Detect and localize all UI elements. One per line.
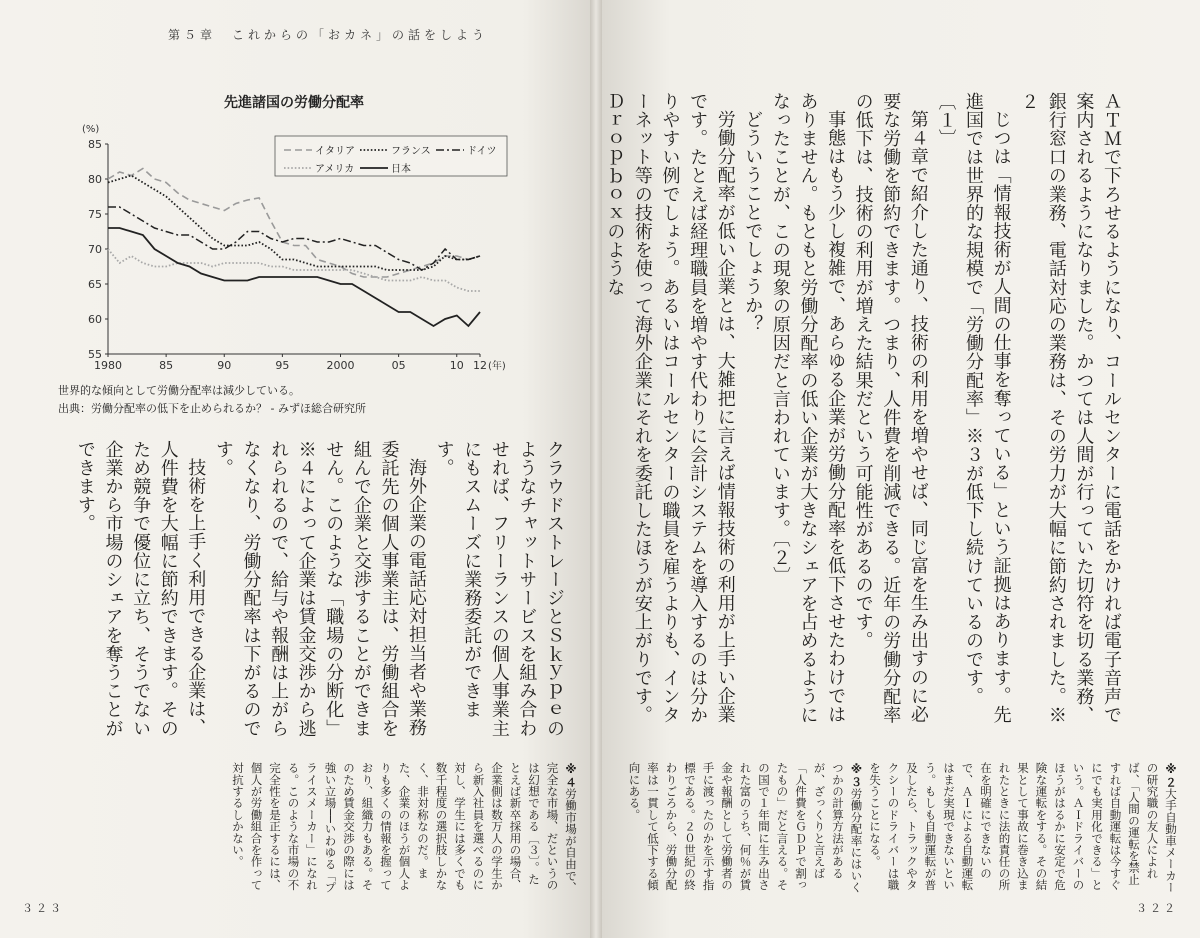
y-tick-label: 80 — [88, 173, 102, 186]
legend-label: アメリカ — [315, 164, 355, 175]
page-number-right: ３２２ — [1136, 902, 1178, 915]
legend-label: フランス — [391, 146, 431, 157]
series-line-イタリア — [108, 169, 480, 278]
paragraph: クラウドストレージとＳｋｙｐｅのようなチャットサービスを組み合わせれば、フリーランスの個人事業主にもスムーズに業務委託ができます。 — [433, 440, 565, 738]
x-tick-label: 2000 — [326, 359, 355, 372]
left-body-text — [74, 440, 568, 740]
y-tick-label: 65 — [88, 278, 102, 291]
paragraph: じつは「情報技術が人間の仕事を奪っている」という証拠はあります。先進国では世界的な規模で「労働分配率」※３が低下し続けているのです。〔１〕 — [935, 92, 1012, 724]
chart-source: 出典：労働分配率の低下を止められるか？ - みずほ総合研究所 — [58, 402, 366, 415]
paragraph: どういうことでしょうか？ — [742, 110, 764, 334]
y-axis-unit: (%) — [82, 124, 100, 135]
series-line-フランス — [108, 176, 480, 271]
x-tick-label: 10 — [449, 359, 464, 372]
legend-label: イタリア — [315, 146, 355, 157]
footnote-mark: ※４ — [564, 762, 578, 788]
paragraph: ＡＴＭで下ろせるようになり、コールセンターに電話をかければ電子音声で案内されるようになりました。かつては人間が行っていた切符を切る業務、銀行窓口の業務、電話対応の業務は、その労力が大幅に節約されました。※２ — [1018, 92, 1122, 725]
y-tick-label: 70 — [88, 243, 102, 256]
x-tick-label: 90 — [217, 359, 232, 372]
series-line-ドイツ — [108, 207, 480, 270]
x-axis-unit: (年) — [488, 361, 506, 372]
x-tick-label: 95 — [275, 359, 290, 372]
footnote-2 — [866, 762, 1181, 894]
footnote-text: 大手自動車メーカーの研究職の友人によれば、「人間の運転を禁止すれば自動運転は今すぐにでも実用化できる」という。ＡＩドライバーのほうがはるかに安定で危険な運転をする。その結果として事故に巻き込まれたときに法的責任の所在を明確にできないので、ＡＩによる自動運転はまだ実現できないという。もしも自動運転が普及したら、トラックやタクシーのドライバーは職を失うことになる。 — [868, 762, 1178, 894]
legend-label: ドイツ — [467, 146, 497, 157]
y-tick-label: 85 — [88, 138, 102, 151]
chart-title: 先進諸国の労働分配率 — [224, 95, 364, 111]
x-tick-label: 05 — [391, 359, 406, 372]
x-tick-label: 12 — [473, 359, 487, 372]
chart-legend — [275, 136, 507, 176]
right-body-text — [604, 92, 1125, 732]
x-tick-label: 85 — [159, 359, 174, 372]
page-number-left: ３２３ — [22, 902, 64, 915]
paragraph: 事態はもう少し複雑で、あらゆる企業が労働分配率を低下させたわけではありません。もともと労働分配率の低い企業が大きなシェアを占めるようになったことが、この現象の原因だと言われています。〔２〕 — [769, 92, 847, 725]
footnote-mark: ※２ — [1164, 762, 1178, 788]
legend-label: 日本 — [391, 164, 411, 175]
labor-share-chart — [70, 118, 510, 380]
y-tick-label: 55 — [88, 348, 102, 361]
footnote-4 — [229, 762, 581, 894]
right-footnotes — [628, 762, 1180, 894]
chart-caption: 世界的な傾向として労働分配率は減少している。 — [58, 384, 300, 397]
chart-series — [108, 169, 480, 327]
paragraph: 技術を上手く利用できる企業は、人件費を大幅に節約できます。そのため競争で優位に立ち、そうでない企業から市場のシェアを奪うことができます。 — [74, 440, 207, 738]
y-tick-label: 75 — [88, 208, 102, 221]
paragraph: 労働分配率が低い企業とは、大雑把に言えば情報技術の利用が上手い企業です。たとえば経理職員を増やす代わりに会計システムを導入するのは分かりやすい例でしょう。あるいはコールセンターの職員を雇うよりも、インターネット等の技術を使って海外企業にそれを委託したほうが安上がりです。Ｄｒｏｐｂｏｘのような — [604, 92, 736, 725]
x-tick-label: 1980 — [94, 359, 122, 372]
footnote-text: 労働市場が自由で、完全な市場、だというのは幻想である〔３〕。たとえば新卒採用の場合、企業側は数万人の学生から新入社員を選べるのに対し、学生には多くでも数千程度の選択肢しかなく、非対称なのだ。また、企業のほうが個人よりも多くの情報を握っており、組織力もある。そのため賃金交渉の際には強い立場──いわゆる「プライスメーカー」になれる。このような市場の不完全性を是正するには、個人が労働組合を作って対抗するしかない。 — [231, 762, 578, 894]
paragraph: 第４章で紹介した通り、技術の利用を増やせば、同じ富を生み出すのに必要な労働を節約できます。つまり、人件費を削減できる。近年の労働分配率の低下は、技術の利用が増えた結果だという可能性があるのです。 — [852, 92, 929, 725]
paragraph: 海外企業の電話応対担当者や業務委託先の個人事業主は、労働組合を組んで企業と交渉することができません。このような「職場の分断化」※４によって企業は賃金交渉から逃れられるので、給与や報酬は上がらなくなり、労働分配率は下がるのです。 — [212, 440, 428, 738]
y-tick-label: 60 — [88, 313, 102, 326]
footnote-text: 労働分配率にはいくつかの計算方法があるが、ざっくりと言えば「人件費をＧＤＰで割ったもの」だと言える。その国で１年間に生み出された富のうち、何％が賃金や報酬として労働者の手に渡ったのかを示す指標である。２０世紀の終わりごろから、労働分配率は一貫して低下する傾向にある。 — [627, 762, 864, 894]
footnote-mark: ※３ — [849, 762, 864, 788]
footnote-3 — [625, 762, 866, 894]
left-footnotes — [40, 762, 580, 894]
running-head: 第５章 これからの「おカネ」の話をしよう — [168, 28, 489, 42]
